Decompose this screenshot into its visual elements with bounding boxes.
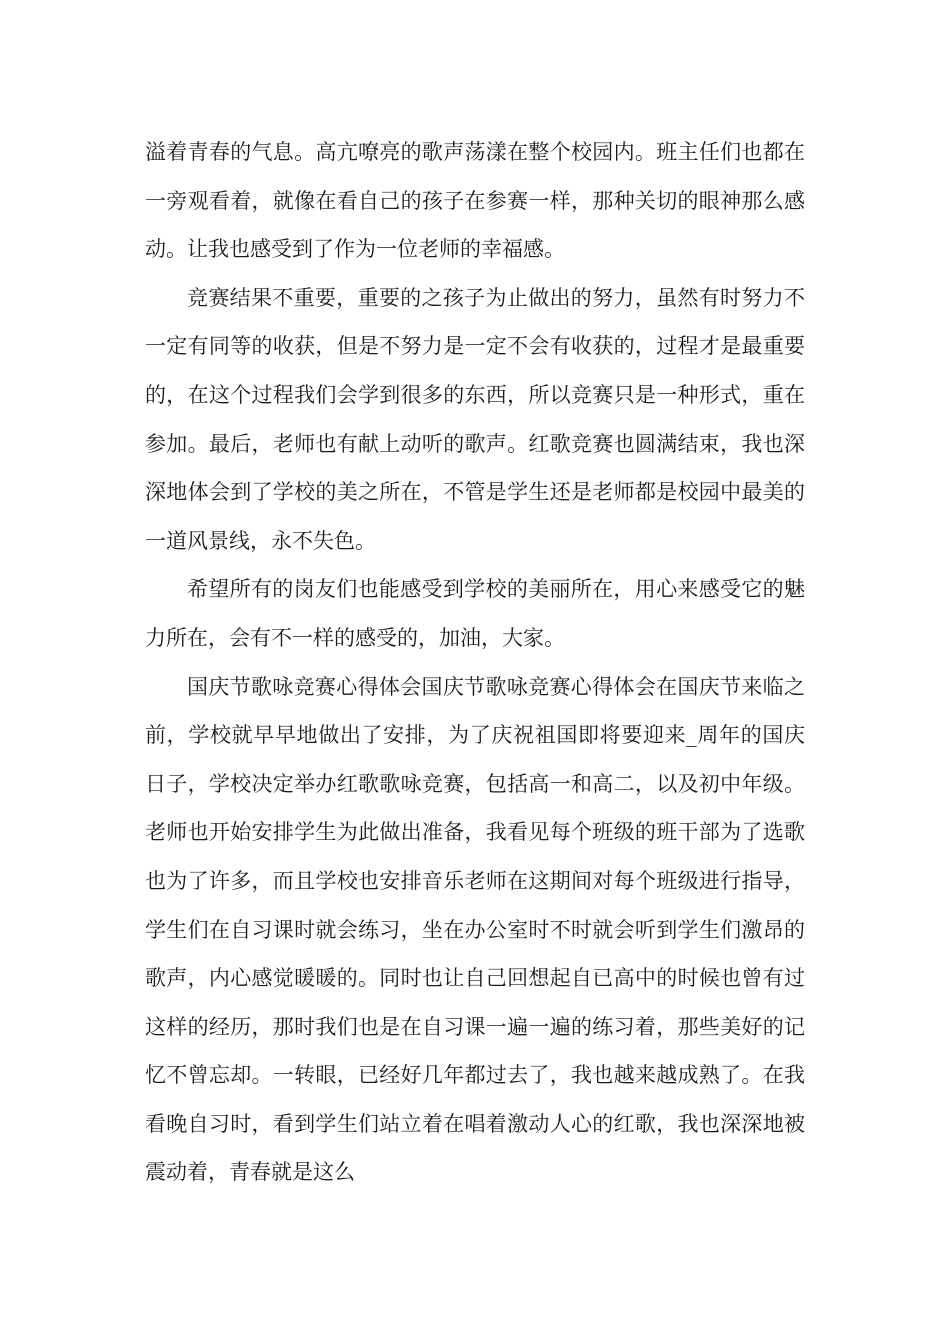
document-body <box>145 128 805 1197</box>
paragraph-4: 国庆节歌咏竞赛心得体会国庆节歌咏竞赛心得体会在国庆节来临之前，学校就早早地做出了安排，为了庆祝祖国即将要迎来_周年的国庆日子，学校决定举办红歌歌咏竞赛，包括高一和高二，以及初中年级。老师也开始安排学生为此做出准备，我看见每个班级的班干部为了选歌也为了许多，而且学校也安排音乐老师在这期间对每个班级进行指导，学生们在自习课时就会练习，坐在办公室时不时就会听到学生们激昂的歌声，内心感觉暖暖的。同时也让自己回想起自已高中的时候也曾有过这样的经历，那时我们也是在自习课一遍一遍的练习着，那些美好的记忆不曾忘却。一转眼，已经好几年都过去了，我也越来越成熟了。在我看晚自习时，看到学生们站立着在唱着激动人心的红歌，我也深深地被震动着，青春就是这么 <box>145 674 805 1185</box>
paragraph-1: 溢着青春的气息。高亢嘹亮的歌声荡漾在整个校园内。班主任们也都在一旁观看着，就像在看自己的孩子在参赛一样，那种关切的眼神那么感动。让我也感受到了作为一位老师的幸福感。 <box>145 140 805 262</box>
paragraph-2: 竞赛结果不重要，重要的之孩子为止做出的努力，虽然有时努力不一定有同等的收获，但是不努力是一定不会有收获的，过程才是最重要的，在这个过程我们会学到很多的东西，所以竞赛只是一种形式，重在参加。最后，老师也有献上动听的歌声。红歌竞赛也圆满结束，我也深深地体会到了学校的美之所在，不管是学生还是老师都是校园中最美的一道风景线，永不失色。 <box>145 285 805 553</box>
paragraph-3: 希望所有的岗友们也能感受到学校的美丽所在，用心来感受它的魅力所在，会有不一样的感受的，加油，大家。 <box>145 577 805 650</box>
